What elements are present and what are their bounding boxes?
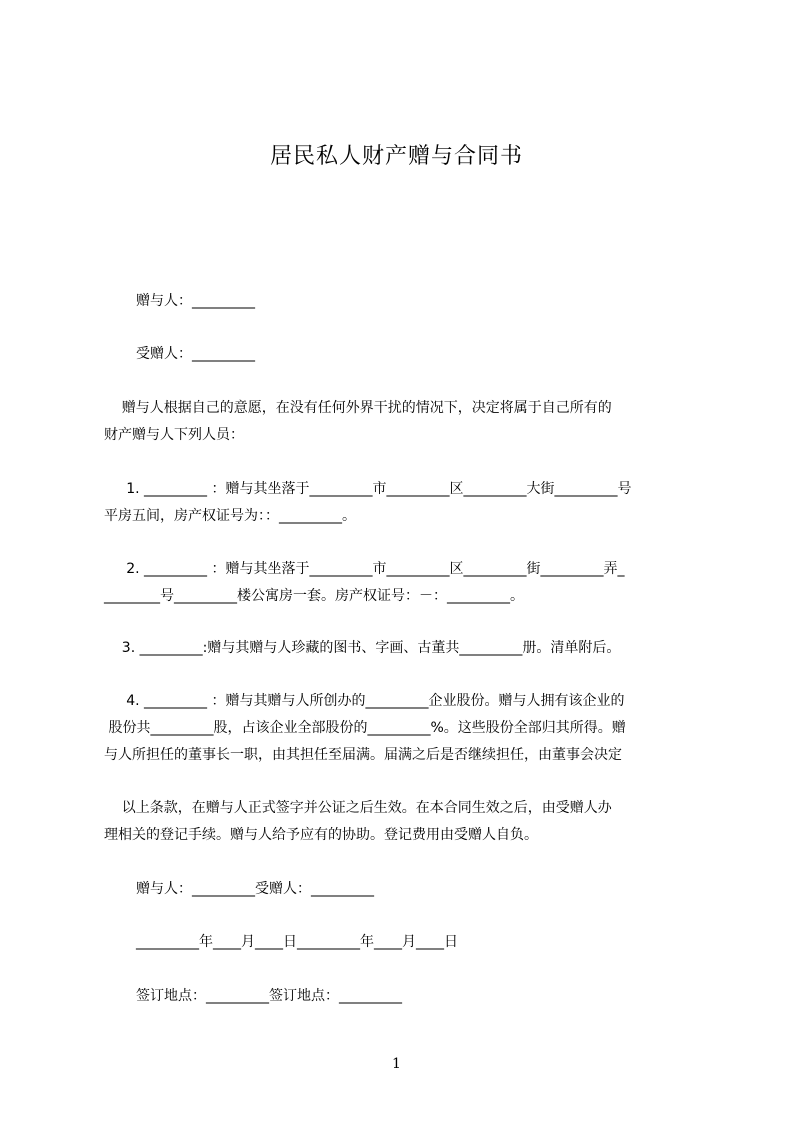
item2-line-2: ________号_________楼公寓房一套。房产权证号：－：_________。 [104,588,524,604]
item2-line-1: 2. _________ ：赠与其坐落于_________市_________区_________街_________弄_ [104,561,625,577]
place-line: 签订地点：_________签订地点：_________ [136,988,402,1004]
signature-line: 赠与人：_________受赠人：_________ [136,881,374,897]
closing-line-1: 以上条款，在赠与人正式签字并公证之后生效。在本合同生效之后，由受赠人办 [104,800,612,816]
donee-line: 受赠人：_________ [136,346,255,362]
item4-line-3: 与人所担任的董事长一职，由其担任至届满。届满之后是否继续担任，由董事会决定 [104,747,622,763]
document-title: 居民私人财产赠与合同书 [269,144,523,169]
item1-line-2: 平房五间，房产权证号为：：_________。 [104,508,356,524]
item3-line-1: 3. _________:赠与其赠与人珍藏的图书、字画、古董共_________册。清单附后。 [104,640,621,656]
item4-line-2: 股份共_________股，占该企业全部股份的_________%。这些股份全部归其所得。赠 [104,720,626,736]
item1-line-1: 1. _________ ：赠与其坐落于_________市_________区_________大街_________号 [104,481,632,497]
page-number: 1 [392,1056,401,1072]
date-line: _________年____月____日_________年____月____日 [136,934,458,950]
donor-line: 赠与人：_________ [136,293,255,309]
intro-line-2: 财产赠与人下列人员： [104,427,244,443]
item4-line-1: 4. _________ ：赠与其赠与人所创办的_________企业股份。赠与人拥有该企业的 [104,693,625,709]
intro-line-1: 赠与人根据自己的意愿，在没有任何外界干扰的情况下，决定将属于自己所有的 [104,400,612,416]
closing-line-2: 理相关的登记手续。赠与人给予应有的协助。登记费用由受赠人自负。 [104,827,538,843]
